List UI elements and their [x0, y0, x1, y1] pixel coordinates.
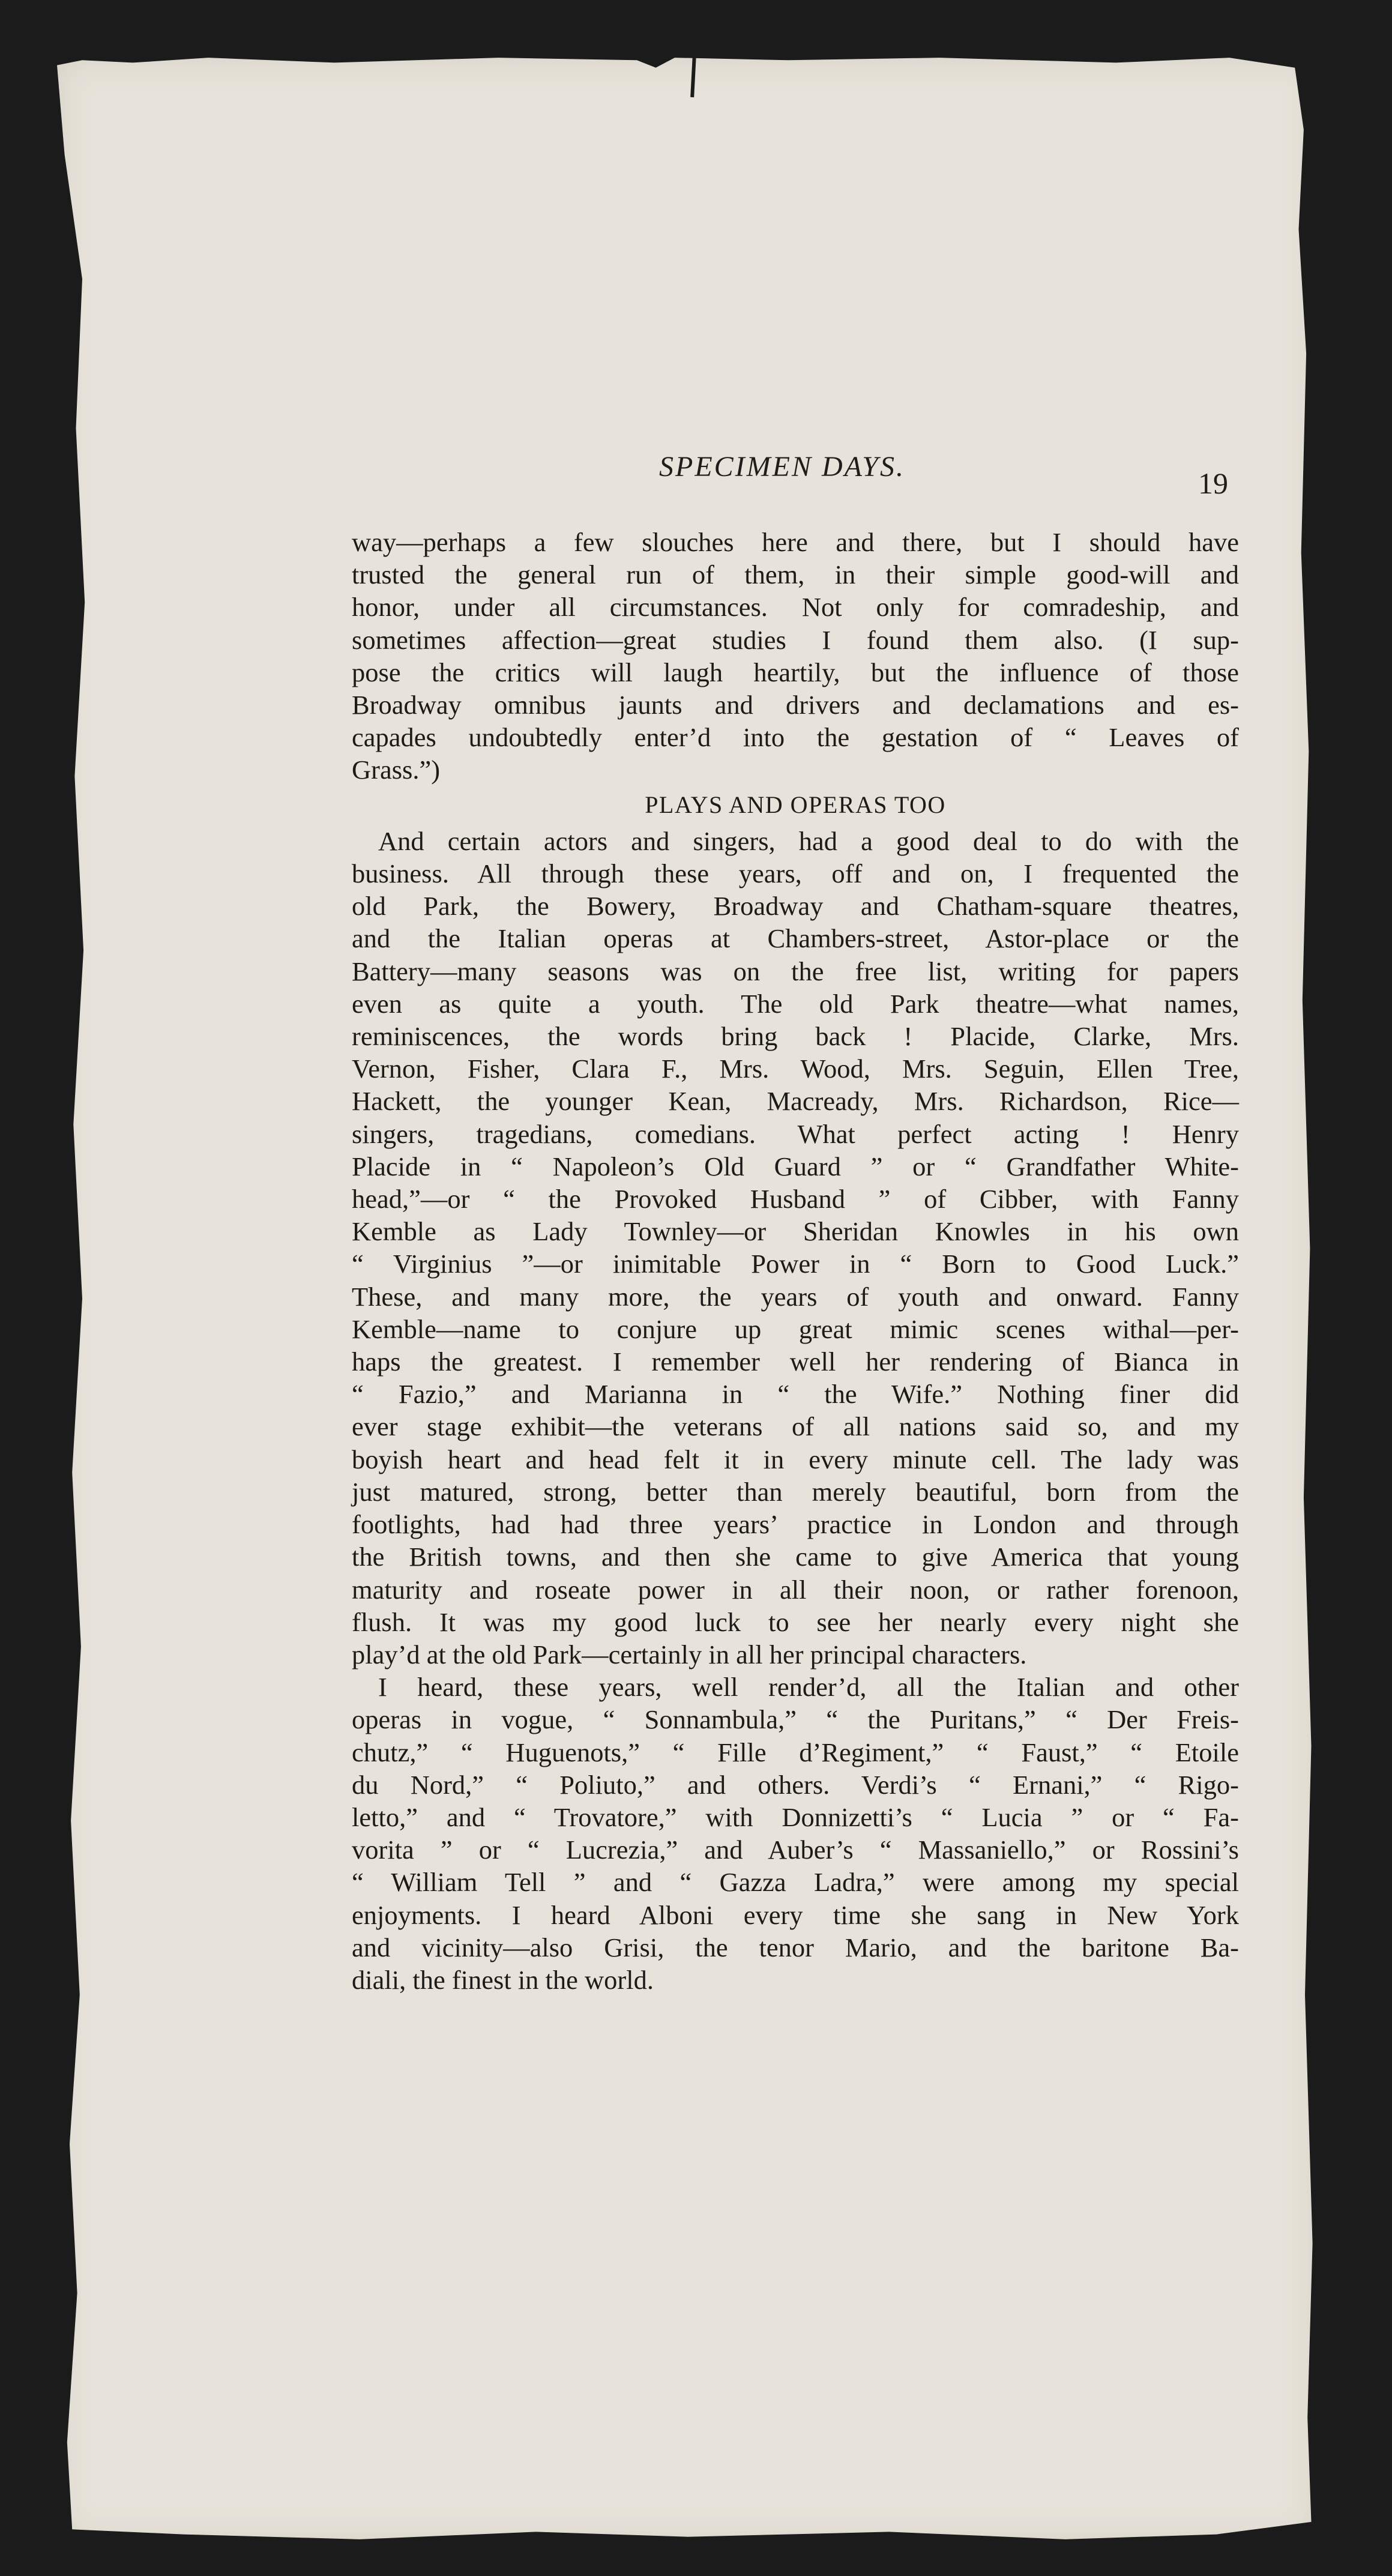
text-line: old Park, the Bowery, Broadway and Chatham-square theatres, — [352, 891, 1239, 922]
text-line: vorita ” or “ Lucrezia,” and Auber’s “ Massaniello,” or Rossini’s — [352, 1835, 1239, 1865]
text-line: play’d at the old Park—certainly in all her principal characters. — [352, 1639, 1027, 1670]
text-line: Battery—many seasons was on the free list, writing for papers — [352, 956, 1239, 986]
text-line: singers, tragedians, comedians. What perfect acting ! Henry — [352, 1118, 1239, 1149]
text-line: footlights, had had three years’ practice in London and through — [352, 1509, 1239, 1540]
text-line: Vernon, Fisher, Clara F., Mrs. Wood, Mrs. Seguin, Ellen Tree, — [352, 1054, 1239, 1084]
text-line: “ Virginius ”—or inimitable Power in “ Born to Good Luck.” — [352, 1249, 1239, 1279]
text-line: boyish heart and head felt it in every minute cell. The lady was — [352, 1444, 1239, 1474]
text-line: letto,” and “ Trovatore,” with Donnizetti’s “ Lucia ” or “ Fa- — [352, 1802, 1239, 1832]
text-line: Kemble as Lady Townley—or Sheridan Knowles in his own — [352, 1216, 1239, 1247]
text-line: operas in vogue, “ Sonnambula,” “ the Puritans,” “ Der Freis- — [352, 1704, 1239, 1735]
paragraph-2 — [352, 825, 1239, 1671]
text-line: way—perhaps a few slouches here and there, but I should have — [352, 527, 1239, 557]
text-line: du Nord,” “ Poliuto,” and others. Verdi’s “ Ernani,” “ Rigo- — [352, 1769, 1239, 1800]
text-line: diali, the finest in the world. — [352, 1964, 654, 1995]
text-line: These, and many more, the years of youth and onward. Fanny — [352, 1281, 1239, 1312]
text-line: Grass.”) — [352, 755, 441, 785]
text-line: the British towns, and then she came to give America that young — [352, 1542, 1239, 1572]
text-line: haps the greatest. I remember well her rendering of Bianca in — [352, 1347, 1239, 1377]
text-line: even as quite a youth. The old Park theatre—what names, — [352, 988, 1239, 1019]
paragraph-1 — [352, 526, 1239, 786]
section-heading: PLAYS AND OPERAS TOO — [645, 791, 946, 818]
text-line: capades undoubtedly enter’d into the gestation of “ Leaves of — [352, 722, 1239, 753]
text-line: Placide in “ Napoleon’s Old Guard ” or “ Grandfather White- — [352, 1151, 1239, 1181]
text-line: Broadway omnibus jaunts and drivers and declamations and es- — [352, 690, 1239, 720]
paragraph-3 — [352, 1671, 1239, 1996]
text-line: chutz,” “ Huguenots,” “ Fille d’Regiment,” “ Faust,” “ Etoile — [352, 1737, 1239, 1767]
text-line: Kemble—name to conjure up great mimic scenes withal—per- — [352, 1314, 1239, 1344]
text-line: flush. It was my good luck to see her nearly every night she — [352, 1606, 1239, 1637]
body-text — [352, 526, 1239, 1996]
text-line: reminiscences, the words bring back ! Placide, Clarke, Mrs. — [352, 1021, 1239, 1052]
text-line: And certain actors and singers, had a good deal to do with the — [378, 825, 1239, 856]
text-line: head,”—or “ the Provoked Husband ” of Cibber, with Fanny — [352, 1184, 1239, 1214]
text-line: business. All through these years, off and on, I frequented the — [352, 858, 1239, 889]
text-line: maturity and roseate power in all their noon, or rather forenoon, — [352, 1574, 1239, 1605]
text-line: and vicinity—also Grisi, the tenor Mario, and the baritone Ba- — [352, 1932, 1239, 1962]
text-line: and the Italian operas at Chambers-street, Astor-place or the — [352, 923, 1239, 954]
text-line: Hackett, the younger Kean, Macready, Mrs. Richardson, Rice— — [352, 1086, 1239, 1117]
running-head: SPECIMEN DAYS. — [659, 451, 905, 483]
text-line: just matured, strong, better than merely beautiful, born from the — [352, 1476, 1239, 1507]
text-line: ever stage exhibit—the veterans of all nations said so, and my — [352, 1411, 1239, 1442]
text-line: I heard, these years, well render’d, all the Italian and other — [378, 1672, 1239, 1703]
text-line: enjoyments. I heard Alboni every time she sang in New York — [352, 1899, 1239, 1930]
text-line: sometimes affection—great studies I found them also. (I sup- — [352, 624, 1239, 655]
text-line: honor, under all circumstances. Not only for comradeship, and — [352, 592, 1239, 623]
page-number: 19 — [1198, 466, 1228, 500]
text-line: “ Fazio,” and Marianna in “ the Wife.” Nothing finer did — [352, 1379, 1239, 1410]
text-line: trusted the general run of them, in their simple good-will and — [352, 560, 1239, 590]
text-line: pose the critics will laugh heartily, but the influence of those — [352, 657, 1239, 687]
text-line: “ William Tell ” and “ Gazza Ladra,” were among my special — [352, 1867, 1239, 1898]
